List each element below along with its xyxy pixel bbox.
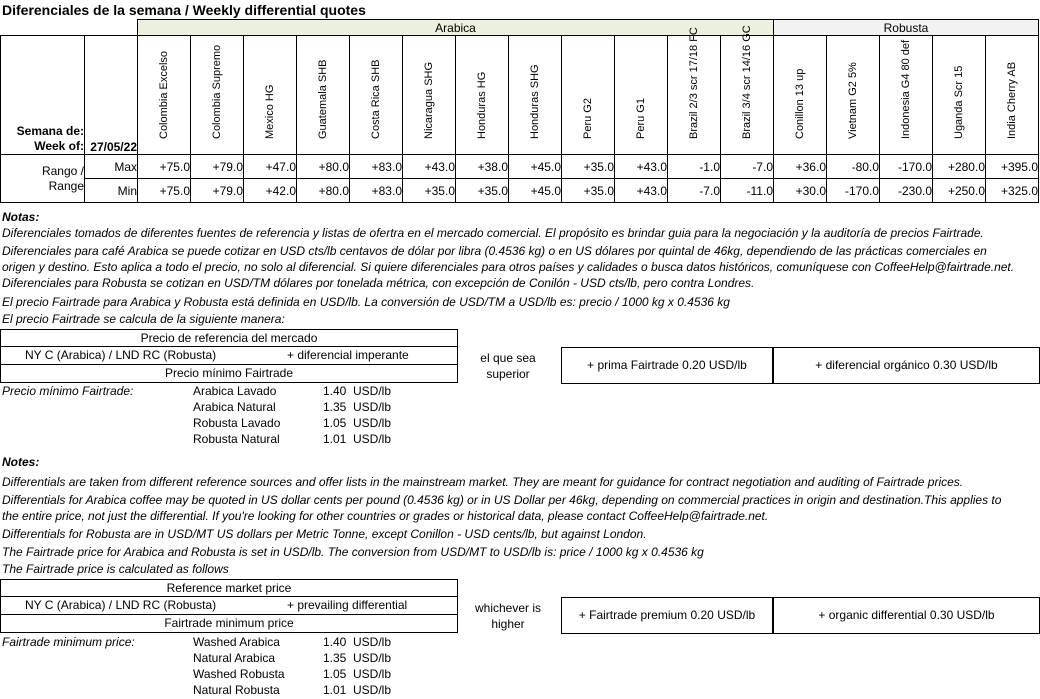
- max-value: +43.0: [403, 155, 456, 179]
- column-header: Colombia Supremo: [191, 36, 244, 155]
- notas-heading: Notas:: [2, 210, 40, 224]
- plus-differential: + diferencial imperante: [287, 348, 409, 362]
- differentials-table: [0, 19, 1039, 203]
- column-header: Brazil 3/4 scr 14/16 GC: [721, 36, 774, 155]
- es-note-line: El precio Fairtrade para Arabica y Robusta está definida en USD/lb. La conversión de USD/TM a USD/lb es: precio / 1000 kg x 0.4536 kg: [2, 295, 730, 309]
- max-value: +45.0: [509, 155, 562, 179]
- premium-box-en: + Fairtrade premium 0.20 USD/lb: [561, 597, 773, 634]
- minimum-price-label: Fairtrade minimum price:: [2, 635, 135, 649]
- max-value: +280.0: [933, 155, 986, 179]
- column-header: Indonesia G4 80 def: [880, 36, 933, 155]
- price-name: Robusta Lavado: [193, 416, 281, 430]
- min-value: +80.0: [297, 179, 350, 203]
- price-name: Washed Arabica: [193, 635, 280, 649]
- price-name: Arabica Natural: [193, 400, 276, 414]
- plus-differential-en: + prevailing differential: [287, 598, 408, 612]
- whichever-label-en: whichever is higher: [474, 601, 542, 631]
- min-value: -170.0: [827, 179, 880, 203]
- price-unit: USD/lb: [353, 432, 392, 446]
- price-unit: USD/lb: [353, 651, 392, 665]
- min-label: Min: [85, 179, 138, 203]
- price-name: Natural Arabica: [193, 651, 276, 665]
- price-unit: USD/lb: [353, 635, 392, 649]
- en-note-line: The Fairtrade price is calculated as follows: [2, 562, 229, 576]
- max-value: -80.0: [827, 155, 880, 179]
- group-arabica: Arabica: [138, 20, 774, 36]
- min-price-box: Precio mínimo Fairtrade: [0, 364, 458, 383]
- min-value: -7.0: [668, 179, 721, 203]
- column-header: Peru G2: [562, 36, 615, 155]
- column-header: Peru G1: [615, 36, 668, 155]
- column-header: Brazil 2/3 scr 17/18 FC: [668, 36, 721, 155]
- es-note-line: Diferenciales para café Arabica se puede cotizar en USD cts/lb centavos de dólar por libra (0.4536 kg) o en US dólares por quintal de 46kg, dependiendo de las prácticas comerciales en: [2, 244, 987, 258]
- column-header: Nicaragua SHG: [403, 36, 456, 155]
- max-label: Max: [85, 155, 138, 179]
- min-value: +42.0: [244, 179, 297, 203]
- column-header: Guatemala SHB: [297, 36, 350, 155]
- price-unit: USD/lb: [353, 667, 392, 681]
- ref-price-box: Precio de referencia del mercado: [0, 329, 458, 347]
- en-note-line: Differentials are taken from different reference sources and offer lists in the mainstream market. They are meant for guidance for contract negotiation and auditing of Fairtrade prices.: [2, 475, 964, 489]
- formula-row-en: [0, 596, 458, 615]
- max-value: +80.0: [297, 155, 350, 179]
- max-value: +36.0: [774, 155, 827, 179]
- organic-box: + diferencial orgánico 0.30 USD/lb: [773, 347, 1040, 384]
- en-note-line: The Fairtrade price for Arabica and Robusta is set in USD/lb. The conversion from USD/MT to USD/lb is: price / 1000 kg x 0.4536 kg: [2, 545, 704, 559]
- page-title: Diferenciales de la semana / Weekly differential quotes: [2, 2, 366, 18]
- formula-row: [0, 346, 458, 365]
- price-unit: USD/lb: [353, 683, 392, 697]
- column-header: India Cherry AB: [986, 36, 1039, 155]
- min-value: +43.0: [615, 179, 668, 203]
- es-note-line: origen y destino. Esto aplica a todo el precio, no solo al diferencial. Si quiere diferenciales para otros países y calidades o busca datos históricos, comuníquese con CoffeeHelp@fairtrade.net.: [2, 260, 1015, 274]
- price-value: 1.40: [323, 635, 347, 649]
- minimum-price-box: Fairtrade minimum price: [0, 614, 458, 633]
- es-note-line: Diferenciales tomados de diferentes fuentes de referencia y listas de ofertra en el mercado comercial. El propósito es brindar guia para la negociación y la auditoría de precios Fairtrade.: [2, 226, 984, 240]
- min-price-label: Precio mínimo Fairtrade:: [2, 384, 134, 398]
- price-name: Arabica Lavado: [193, 384, 277, 398]
- es-note-line: El precio Fairtrade se calcula de la siguiente manera:: [2, 312, 285, 326]
- column-header: Vietnam G2 5%: [827, 36, 880, 155]
- en-note-line: the entire price, not just the differential. If you're looking for other countries or grades or historical data, please contact CoffeeHelp@fairtrade.net.: [2, 509, 769, 523]
- min-value: +30.0: [774, 179, 827, 203]
- max-value: +43.0: [615, 155, 668, 179]
- price-unit: USD/lb: [353, 384, 392, 398]
- max-value: -7.0: [721, 155, 774, 179]
- es-note-line: Diferenciales para Robusta se cotizan en USD/TM dólares por tonelada métrica, con excepción de Conilón - USD cts/lb, pero contra Londres.: [2, 276, 755, 290]
- column-header: Mexico HG: [244, 36, 297, 155]
- column-header: Costa Rica SHB: [350, 36, 403, 155]
- min-value: +79.0: [191, 179, 244, 203]
- max-value: +395.0: [986, 155, 1039, 179]
- min-value: +325.0: [986, 179, 1039, 203]
- price-value: 1.01: [323, 432, 347, 446]
- price-value: 1.01: [323, 683, 347, 697]
- min-value: +83.0: [350, 179, 403, 203]
- max-value: +47.0: [244, 155, 297, 179]
- max-value: +38.0: [456, 155, 509, 179]
- max-value: -170.0: [880, 155, 933, 179]
- column-header: Honduras SHG: [509, 36, 562, 155]
- price-unit: USD/lb: [353, 416, 392, 430]
- premium-box: + prima Fairtrade 0.20 USD/lb: [561, 347, 773, 384]
- max-value: -1.0: [668, 155, 721, 179]
- max-value: +75.0: [138, 155, 191, 179]
- min-value: +250.0: [933, 179, 986, 203]
- price-unit: USD/lb: [353, 400, 392, 414]
- max-value: +35.0: [562, 155, 615, 179]
- organic-box-en: + organic differential 0.30 USD/lb: [773, 597, 1040, 634]
- min-value: +35.0: [562, 179, 615, 203]
- whichever-label: el que sea superior: [480, 351, 536, 381]
- price-value: 1.05: [323, 416, 347, 430]
- price-name: Natural Robusta: [193, 683, 280, 697]
- min-value: +75.0: [138, 179, 191, 203]
- min-value: -230.0: [880, 179, 933, 203]
- notes-heading: Notes:: [2, 455, 40, 469]
- min-value: +45.0: [509, 179, 562, 203]
- column-header: Honduras HG: [456, 36, 509, 155]
- max-value: +83.0: [350, 155, 403, 179]
- max-value: +79.0: [191, 155, 244, 179]
- en-note-line: Differentials for Robusta are in USD/MT US dollars per Metric Tonne, except Conillon - USD cents/lb, but against London.: [2, 527, 647, 541]
- min-value: -11.0: [721, 179, 774, 203]
- min-value: +35.0: [403, 179, 456, 203]
- range-label: Rango / Range: [1, 155, 85, 203]
- nyc-label: NY C (Arabica) / LND RC (Robusta): [25, 348, 217, 362]
- price-value: 1.35: [323, 651, 347, 665]
- group-robusta: Robusta: [774, 20, 1039, 36]
- column-header: Conillon 13 up: [774, 36, 827, 155]
- column-header: Colombia Excelso: [138, 36, 191, 155]
- week-label: Semana de: Week of:: [1, 36, 85, 155]
- column-header: Uganda Scr 15: [933, 36, 986, 155]
- price-name: Robusta Natural: [193, 432, 280, 446]
- price-name: Washed Robusta: [193, 667, 285, 681]
- en-note-line: Differentials for Arabica coffee may be quoted in US dollar cents per pound (0.4536 kg) or in US Dollar per 46kg, depending on commercial practices in origin and destination.This applies to: [2, 493, 1002, 507]
- min-value: +35.0: [456, 179, 509, 203]
- week-date: 27/05/22: [85, 36, 138, 155]
- price-value: 1.40: [323, 384, 347, 398]
- nyc-label-en: NY C (Arabica) / LND RC (Robusta): [25, 598, 217, 612]
- reference-price-box: Reference market price: [0, 579, 458, 597]
- price-value: 1.35: [323, 400, 347, 414]
- price-value: 1.05: [323, 667, 347, 681]
